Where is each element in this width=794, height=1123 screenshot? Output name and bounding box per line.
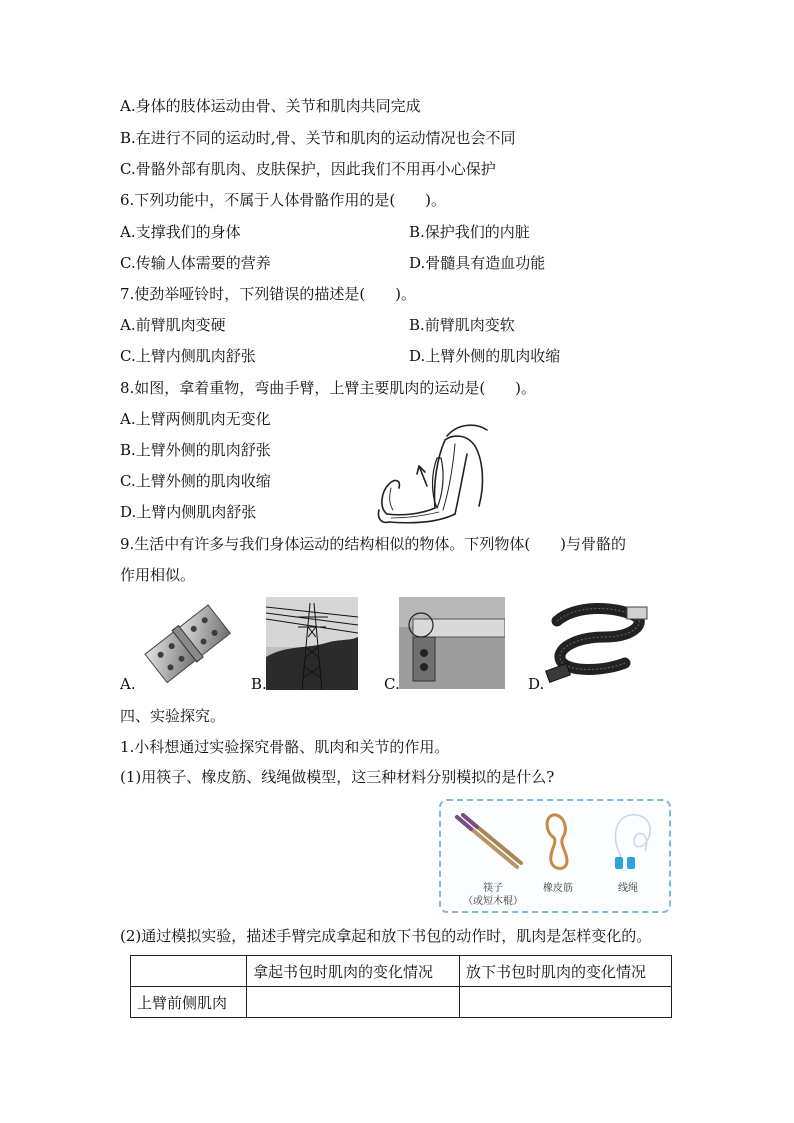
flexible-hose-image bbox=[545, 597, 653, 689]
table-header-row bbox=[131, 956, 672, 987]
q6-option-b: B.保护我们的内脏 bbox=[409, 223, 530, 241]
string-label: 线绳 bbox=[618, 883, 638, 894]
table-row-label: 上臂前侧肌肉 bbox=[131, 987, 247, 1018]
transmission-tower-image bbox=[266, 597, 358, 690]
q6-stem: 6.下列功能中，不属于人体骨骼作用的是( )。 bbox=[120, 191, 447, 209]
q7-option-d: D.上臂外侧的肌肉收缩 bbox=[409, 347, 561, 365]
section4-sub1: (1)用筷子、橡皮筋、线绳做模型，这三种材料分别模拟的是什么? bbox=[120, 768, 555, 786]
string-icon bbox=[601, 807, 661, 875]
q9-label-a: A. bbox=[120, 675, 136, 693]
table-header-cell bbox=[131, 956, 247, 987]
rubber-band-label: 橡皮筋 bbox=[543, 883, 573, 894]
q9-stem-line2: 作用相似。 bbox=[120, 566, 196, 584]
hinge-image bbox=[139, 598, 235, 688]
q8-option-b: B.上臂外侧的肌肉舒张 bbox=[120, 441, 271, 459]
pipe-joint-image bbox=[399, 597, 505, 689]
q5-option-a: A.身体的肢体运动由骨、关节和肌肉共同完成 bbox=[120, 97, 421, 115]
table-header-cell: 放下书包时肌肉的变化情况 bbox=[460, 956, 672, 987]
muscle-change-table bbox=[130, 955, 672, 1018]
q8-option-d: D.上臂内侧肌肉舒张 bbox=[120, 503, 257, 521]
section4-title: 四、实验探究。 bbox=[120, 707, 226, 725]
q7-option-c: C.上臂内侧肌肉舒张 bbox=[120, 347, 256, 365]
q9-label-b: B. bbox=[251, 675, 267, 693]
q9-label-d: D. bbox=[528, 675, 545, 693]
q7-option-b: B.前臂肌肉变软 bbox=[409, 316, 515, 334]
materials-box bbox=[439, 799, 671, 913]
section4-q1-stem: 1.小科想通过实验探究骨骼、肌肉和关节的作用。 bbox=[120, 738, 450, 756]
chopsticks-icon bbox=[453, 813, 523, 873]
q6-option-d: D.骨髓具有造血功能 bbox=[409, 254, 546, 272]
table-answer-cell[interactable] bbox=[460, 987, 672, 1018]
q8-option-c: C.上臂外侧的肌肉收缩 bbox=[120, 472, 271, 490]
q9-stem-line1: 9.生活中有许多与我们身体运动的结构相似的物体。下列物体( )与骨骼的 bbox=[120, 535, 627, 553]
section4-sub2: (2)通过模拟实验，描述手臂完成拿起和放下书包的动作时，肌肉是怎样变化的。 bbox=[120, 927, 652, 945]
q7-stem: 7.使劲举哑铃时，下列错误的描述是( )。 bbox=[120, 285, 417, 303]
chopsticks-label-note: （或短木棍） bbox=[463, 896, 523, 907]
q5-option-c: C.骨骼外部有肌肉、皮肤保护，因此我们不用再小心保护 bbox=[120, 160, 496, 178]
bent-arm-figure bbox=[375, 418, 495, 530]
table-header-cell: 拿起书包时肌肉的变化情况 bbox=[247, 956, 460, 987]
q7-option-a: A.前臂肌肉变硬 bbox=[120, 316, 226, 334]
rubber-band-icon bbox=[541, 811, 575, 873]
q5-option-b: B.在进行不同的运动时,骨、关节和肌肉的运动情况也会不同 bbox=[120, 129, 516, 147]
q8-stem: 8.如图，拿着重物，弯曲手臂，上臂主要肌肉的运动是( )。 bbox=[120, 379, 537, 397]
q6-option-c: C.传输人体需要的营养 bbox=[120, 254, 271, 272]
q9-label-c: C. bbox=[384, 675, 400, 693]
q8-option-a: A.上臂两侧肌肉无变化 bbox=[120, 410, 271, 428]
q6-option-a: A.支撑我们的身体 bbox=[120, 223, 241, 241]
chopsticks-label: 筷子 bbox=[483, 883, 503, 894]
table-row bbox=[131, 987, 672, 1018]
table-answer-cell[interactable] bbox=[247, 987, 460, 1018]
